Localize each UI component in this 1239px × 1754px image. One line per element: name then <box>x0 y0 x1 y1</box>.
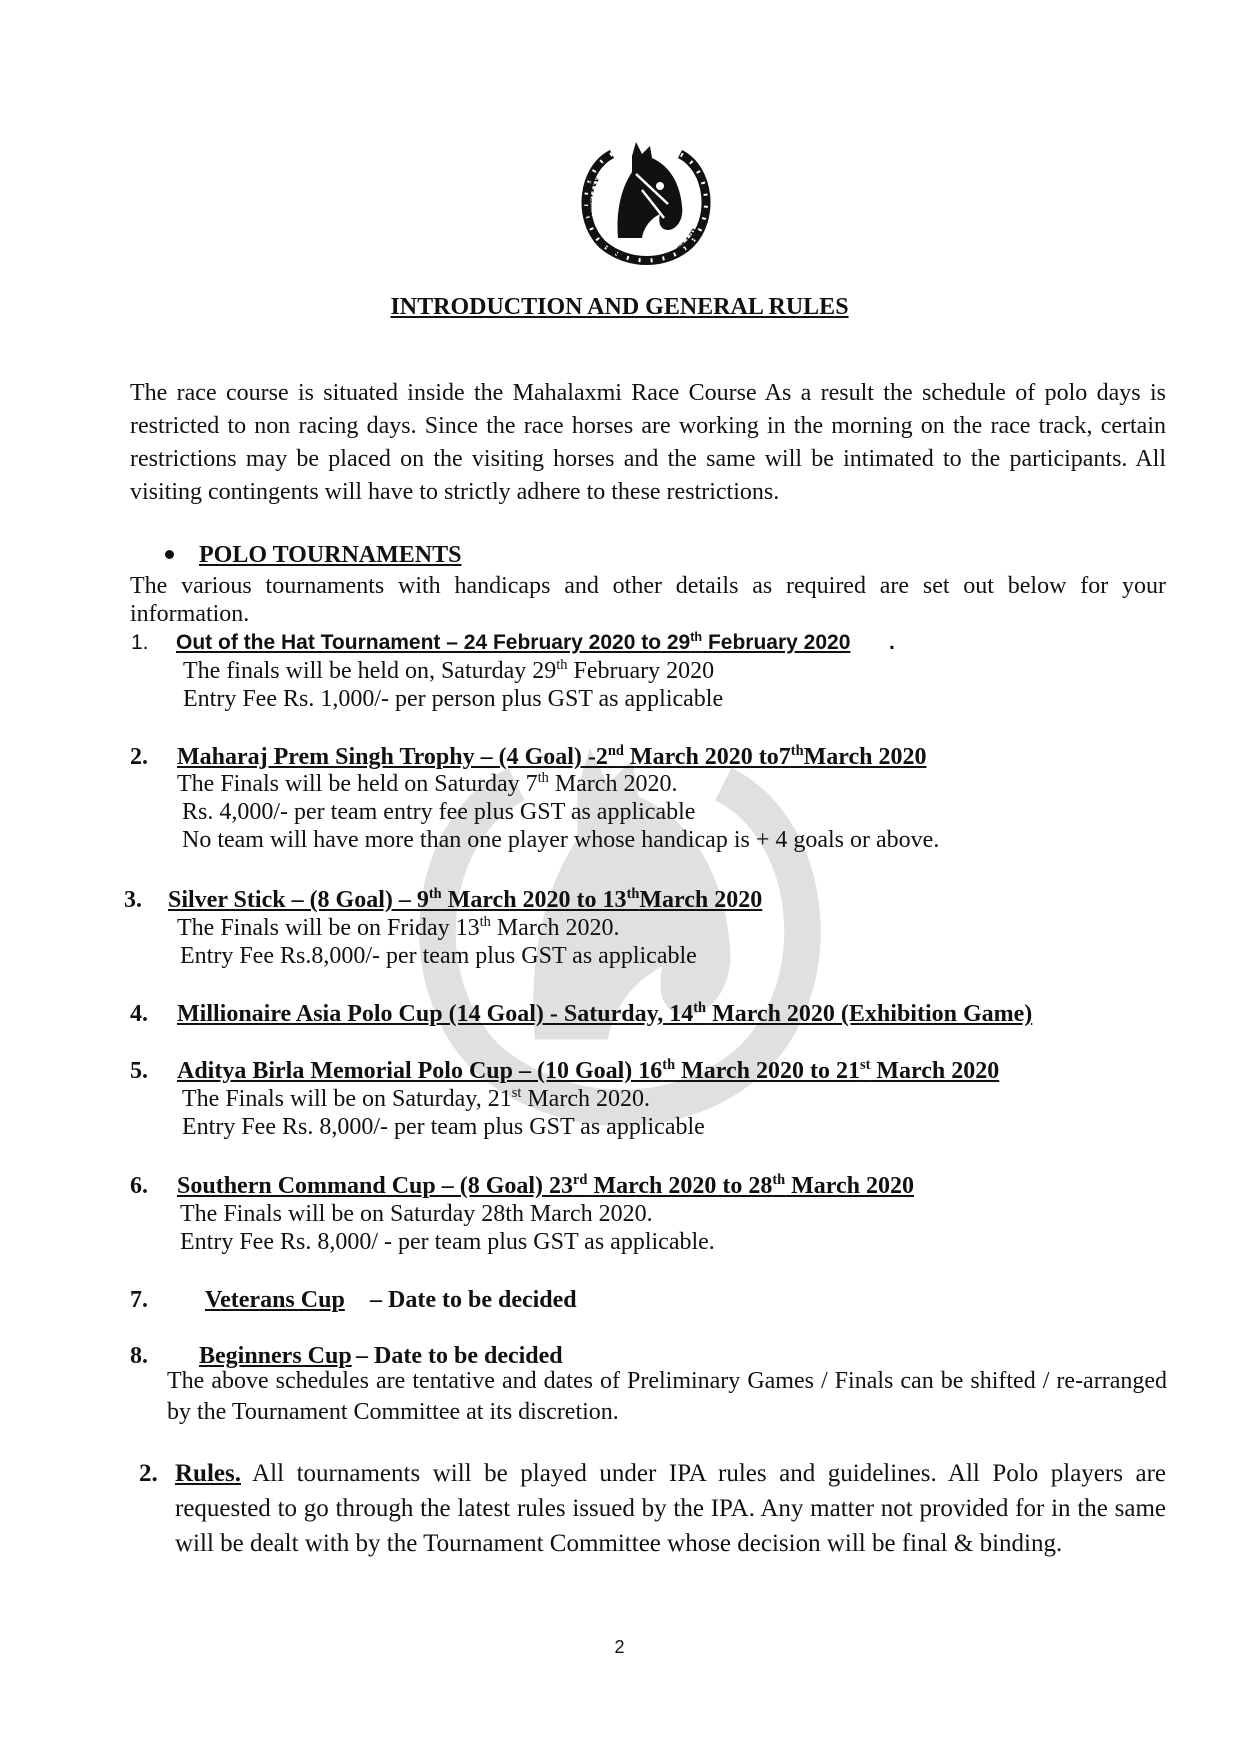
title-sup: th <box>662 1057 676 1073</box>
tournament-date-note: – Date to be decided <box>370 1287 577 1313</box>
tournament-detail <box>177 771 677 798</box>
title-sup: th <box>428 886 442 902</box>
tournament-title <box>168 887 762 914</box>
title-period: . <box>889 631 895 654</box>
title-text: Silver Stick – (8 Goal) – 9 <box>168 887 429 913</box>
rules-paragraph <box>175 1456 1166 1561</box>
detail-text: March 2020. <box>490 915 620 941</box>
title-sup: th <box>626 886 640 902</box>
page-number: 2 <box>614 1637 625 1657</box>
item-number: 2. <box>130 744 148 770</box>
tournament-title <box>177 1058 999 1085</box>
detail-text: The Finals will be on Saturday, 21 <box>182 1086 512 1112</box>
detail-text: The Finals will be on Friday 13 <box>177 915 480 941</box>
title-text: Maharaj Prem Singh Trophy – (4 Goal) -2 <box>177 744 608 770</box>
detail-text: The finals will be held on, Saturday 29 <box>183 658 557 684</box>
tournament-detail: Entry Fee Rs. 8,000/ - per team plus GST as applicable. <box>180 1229 715 1255</box>
title-sup: th <box>790 743 804 759</box>
item-number: 7. <box>130 1287 148 1313</box>
tournament-title <box>176 631 850 655</box>
title-sup: st <box>859 1057 871 1073</box>
item-number: 6. <box>130 1173 148 1199</box>
tournament-detail: Entry Fee Rs.8,000/- per team plus GST as applicable <box>180 943 697 969</box>
tournament-detail: The Finals will be on Saturday 28th March 2020. <box>180 1201 653 1227</box>
tournament-detail <box>183 658 714 685</box>
title-text: Out of the Hat Tournament – 24 February 2020 to 29 <box>176 631 691 654</box>
item-number: 4. <box>130 1001 148 1027</box>
section-description: The various tournaments with handicaps and other details as required are set out below for your information. <box>130 573 1166 627</box>
polo-tournaments-heading <box>165 542 462 569</box>
title-text: March 2020 to 28 <box>587 1173 773 1199</box>
tournament-title <box>177 744 926 771</box>
detail-text: The Finals will be held on Saturday 7 <box>177 771 538 797</box>
detail-text: March 2020. <box>548 771 678 797</box>
title-text: Aditya Birla Memorial Polo Cup – (10 Goal) 16 <box>177 1058 663 1084</box>
title-text: March 2020 <box>803 744 927 770</box>
tournament-title: Veterans Cup <box>205 1287 345 1313</box>
title-text: March 2020 (Exhibition Game) <box>706 1001 1033 1027</box>
title-sup: nd <box>607 743 624 759</box>
title-text: March 2020 to 13 <box>441 887 627 913</box>
title-text: March 2020 <box>870 1058 1000 1084</box>
tournament-detail: Entry Fee Rs. 8,000/- per team plus GST as applicable <box>182 1114 705 1140</box>
schedule-note: The above schedules are tentative and dates of Preliminary Games / Finals can be shifted / re-arranged by the Tournament Committee at its discretion. <box>167 1368 1167 1425</box>
club-logo <box>572 134 720 270</box>
tournament-title: Beginners Cup <box>199 1343 352 1369</box>
rules-label: Rules. <box>175 1460 241 1487</box>
title-text: March 2020 to7 <box>623 744 791 770</box>
tournament-title <box>177 1173 914 1200</box>
tournament-detail: Rs. 4,000/- per team entry fee plus GST as applicable <box>182 799 696 825</box>
item-number: 8. <box>130 1343 148 1369</box>
item-number: 3. <box>124 887 142 913</box>
title-sup: th <box>690 630 703 644</box>
detail-sup: th <box>479 914 491 930</box>
tournament-detail: No team will have more than one player whose handicap is + 4 goals or above. <box>182 827 940 853</box>
tournament-detail: Entry Fee Rs. 1,000/- per person plus GST as applicable <box>183 686 724 712</box>
rules-number: 2. <box>139 1460 158 1487</box>
item-number: 1. <box>131 631 149 654</box>
detail-sup: th <box>556 657 568 673</box>
title-sup: rd <box>573 1172 588 1188</box>
item-number: 5. <box>130 1058 148 1084</box>
svg-text:CLUB: CLUB <box>674 226 703 257</box>
page-heading: INTRODUCTION AND GENERAL RULES <box>390 294 849 320</box>
detail-text: March 2020. <box>521 1086 650 1112</box>
detail-sup: st <box>511 1085 522 1101</box>
title-text: March 2020 <box>785 1173 914 1199</box>
section-title: POLO TOURNAMENTS <box>199 542 462 568</box>
detail-text: February 2020 <box>567 658 715 684</box>
tournament-detail <box>177 915 619 942</box>
title-text: March 2020 to 21 <box>675 1058 860 1084</box>
title-text: February 2020 <box>702 631 851 654</box>
tournament-detail <box>182 1086 650 1113</box>
title-text: Millionaire Asia Polo Cup (14 Goal) - Saturday, 14 <box>177 1001 694 1027</box>
title-sup: th <box>693 1000 707 1016</box>
detail-sup: th <box>537 770 549 786</box>
title-sup: th <box>772 1172 786 1188</box>
title-text: Southern Command Cup – (8 Goal) 23 <box>177 1173 574 1199</box>
rules-text: All tournaments will be played under IPA rules and guidelines. All Polo players are requested to go through the latest rules issued by the IPA. Any matter not provided for in the same will be dealt with by the Tournament Committee whose decision will be final & binding. <box>175 1460 1166 1557</box>
intro-paragraph: The race course is situated inside the Mahalaxmi Race Course As a result the schedule of polo days is restricted to non racing days. Since the race horses are working in the morning on the race track, certain restrictions may be placed on the visiting horses and the same will be intimated to the participants. All visiting contingents will have to strictly adhere to these restrictions. <box>130 380 1166 505</box>
tournament-date-note: – Date to be decided <box>356 1343 563 1369</box>
bullet-icon <box>165 550 174 559</box>
tournament-title <box>177 1001 1032 1028</box>
title-text: March 2020 <box>639 887 763 913</box>
svg-text:AMATEUR RIDERS': AMATEUR RIDERS' <box>581 172 625 264</box>
